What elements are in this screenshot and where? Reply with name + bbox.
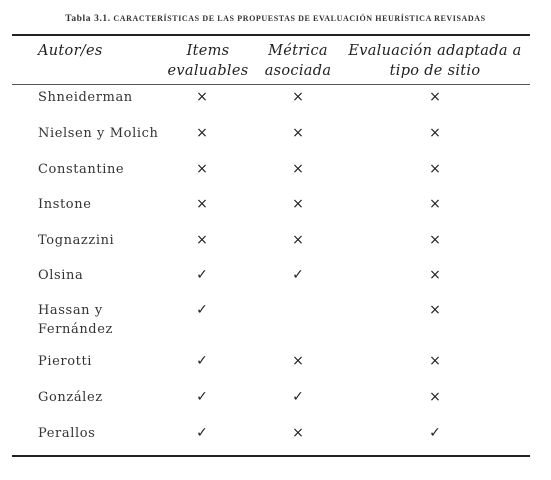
header-adapted bbox=[343, 41, 527, 81]
caption-lead: Tabla 3.1. bbox=[65, 14, 111, 24]
author-cell: Instone bbox=[38, 197, 92, 212]
metric-mark-cross-icon: × bbox=[292, 425, 304, 441]
author-cell: Tognazzini bbox=[38, 233, 115, 248]
adapted-mark-cross-icon: × bbox=[429, 89, 441, 105]
header-author bbox=[38, 41, 103, 61]
metric-mark-cross-icon: × bbox=[292, 196, 304, 212]
adapted-mark-cross-icon: × bbox=[429, 161, 441, 177]
header-rule bbox=[12, 84, 530, 85]
table-caption bbox=[0, 14, 551, 24]
author-cell: Constantine bbox=[38, 162, 125, 177]
header-metric bbox=[258, 41, 338, 81]
caption-text: CARACTERÍSTICAS DE LAS PROPUESTAS DE EVALUACIÓN HEURÍSTICA REVISADAS bbox=[113, 14, 486, 23]
adapted-mark-cross-icon: × bbox=[429, 232, 441, 248]
author-cell: Hassan y Fernández bbox=[38, 303, 113, 337]
author-cell: González bbox=[38, 390, 103, 405]
bottom-rule bbox=[12, 455, 530, 457]
metric-mark-cross-icon: × bbox=[292, 161, 304, 177]
adapted-mark-cross-icon: × bbox=[429, 267, 441, 283]
header-items-line1: Items bbox=[186, 43, 230, 59]
metric-mark-cross-icon: × bbox=[292, 232, 304, 248]
items-mark-cross-icon: × bbox=[196, 196, 208, 212]
metric-mark-cross-icon: × bbox=[292, 125, 304, 141]
header-items bbox=[160, 41, 256, 81]
header-metric-line2: asociada bbox=[264, 63, 332, 79]
author-cell: Nielsen y Molich bbox=[38, 126, 159, 141]
metric-mark-cross-icon: × bbox=[292, 353, 304, 369]
items-mark-cross-icon: × bbox=[196, 89, 208, 105]
header-author-label: Autor/es bbox=[38, 43, 103, 59]
metric-mark-check-icon: ✓ bbox=[292, 267, 304, 283]
items-mark-check-icon: ✓ bbox=[196, 353, 208, 369]
items-mark-cross-icon: × bbox=[196, 125, 208, 141]
author-cell: Perallos bbox=[38, 426, 96, 441]
adapted-mark-cross-icon: × bbox=[429, 196, 441, 212]
metric-mark-cross-icon: × bbox=[292, 89, 304, 105]
adapted-mark-cross-icon: × bbox=[429, 389, 441, 405]
items-mark-cross-icon: × bbox=[196, 232, 208, 248]
adapted-mark-check-icon: ✓ bbox=[429, 425, 441, 441]
author-cell: Shneiderman bbox=[38, 90, 133, 105]
metric-mark-check-icon: ✓ bbox=[292, 389, 304, 405]
items-mark-check-icon: ✓ bbox=[196, 302, 208, 318]
adapted-mark-cross-icon: × bbox=[429, 353, 441, 369]
author-cell: Pierotti bbox=[38, 354, 93, 369]
header-adapted-line2: tipo de sitio bbox=[389, 63, 481, 79]
items-mark-check-icon: ✓ bbox=[196, 425, 208, 441]
items-mark-check-icon: ✓ bbox=[196, 267, 208, 283]
header-metric-line1: Métrica bbox=[268, 43, 328, 59]
header-items-line2: evaluables bbox=[167, 63, 249, 79]
author-cell: Olsina bbox=[38, 268, 84, 283]
items-mark-cross-icon: × bbox=[196, 161, 208, 177]
adapted-mark-cross-icon: × bbox=[429, 302, 441, 318]
items-mark-check-icon: ✓ bbox=[196, 389, 208, 405]
top-rule bbox=[12, 34, 530, 36]
header-adapted-line1: Evaluación adaptada a bbox=[348, 43, 522, 59]
adapted-mark-cross-icon: × bbox=[429, 125, 441, 141]
